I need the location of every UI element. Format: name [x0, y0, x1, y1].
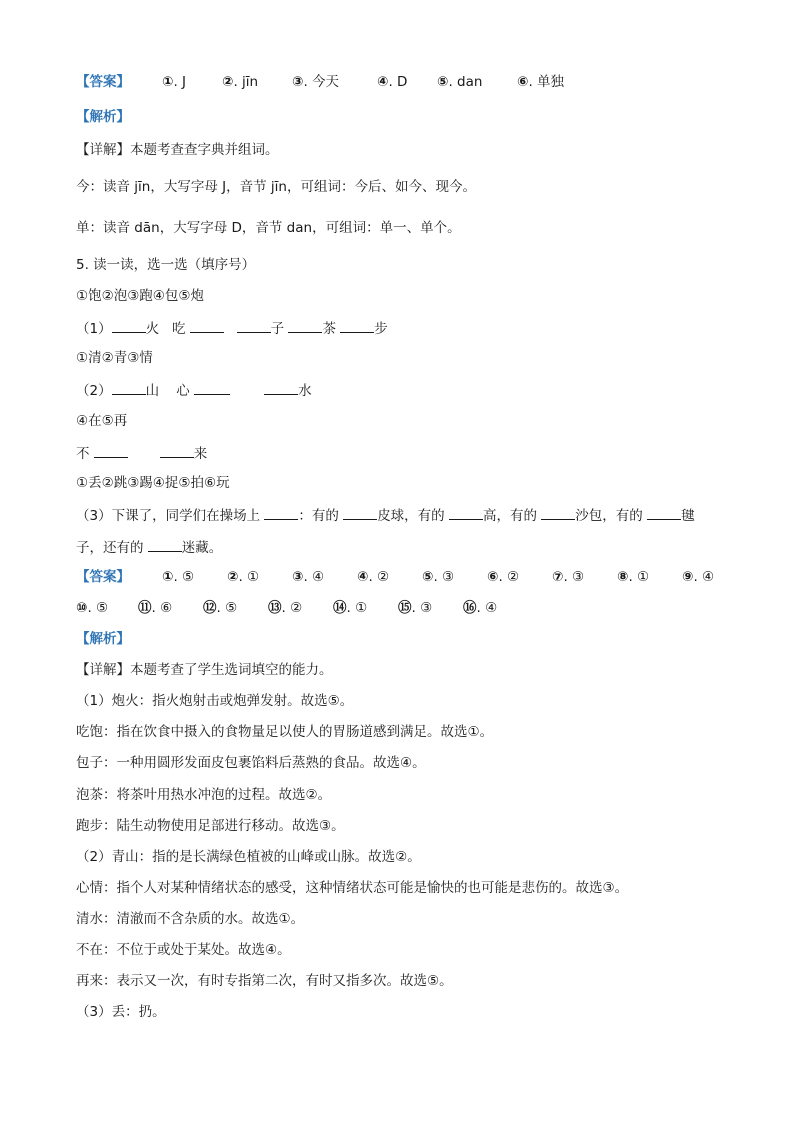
answer-item: ③ . 今天 — [292, 74, 340, 90]
q4-answer-row — [76, 73, 564, 91]
answer-item: ① . ⑤ — [162, 569, 195, 585]
fill-blank[interactable] — [541, 505, 575, 520]
fill-blank[interactable] — [194, 380, 230, 395]
answer-item: ⑮ . ③ — [398, 600, 433, 616]
answer-item: ⑫ . ⑤ — [203, 600, 238, 616]
q5-title: 5. 读一读，选一选（填序号） — [76, 257, 256, 273]
fill-blank[interactable] — [340, 318, 374, 333]
fill-blank[interactable] — [94, 443, 128, 458]
q5-part1-line: （1） 火 吃 子 茶 步 — [76, 318, 388, 338]
answer-item: ⑬ . ② — [268, 600, 303, 616]
fill-blank[interactable] — [160, 443, 194, 458]
q5-explanation-line: （2）青山：指的是长满绿色植被的山峰或山脉。故选②。 — [76, 849, 421, 865]
answer-item: ① . J — [162, 74, 187, 90]
q5-part2-line: （2） 山 心 水 — [76, 380, 312, 400]
fill-blank[interactable] — [288, 318, 322, 333]
fill-blank[interactable] — [343, 505, 377, 520]
q5-part2b-line: 不 来 — [76, 443, 207, 463]
fill-blank[interactable] — [148, 537, 182, 552]
q4-explanation-line: 今：读音 jīn，大写字母 J，音节 jīn，可组词：今后、如今、现今。 — [76, 179, 476, 195]
fill-blank[interactable] — [112, 318, 146, 333]
analysis-label: 【解析】 — [76, 631, 130, 647]
q5-explanation-line: 跑步：陆生动物使用足部进行移动。故选③。 — [76, 818, 345, 834]
answer-item: ⑥ . 单独 — [517, 74, 565, 90]
q5-answer-row-2 — [76, 599, 497, 617]
answer-item: ④ . ② — [357, 569, 390, 585]
q4-detail: 【详解】本题考查查字典并组词。 — [76, 142, 279, 158]
q5-explanation-line: 泡茶：将茶叶用热水冲泡的过程。故选②。 — [76, 787, 332, 803]
answer-item: ⑤ . ③ — [422, 569, 455, 585]
q5-explanation-line: （1）炮火：指火炮射击或炮弹发射。故选⑤。 — [76, 693, 354, 709]
q5-detail: 【详解】本题考查了学生选词填空的能力。 — [76, 662, 333, 678]
answer-item: ⑯ . ④ — [463, 600, 498, 616]
q5-options-2: ①清②青③情 — [76, 350, 153, 366]
answer-item: ② . ① — [227, 569, 260, 585]
answer-item: ⑭ . ① — [333, 600, 368, 616]
answer-label: 【答案】 — [76, 74, 130, 90]
q5-options-1: ①饱②泡③跑④包⑤炮 — [76, 288, 205, 304]
answer-item: ⑦ . ③ — [552, 569, 585, 585]
answer-item: ② . jīn — [222, 74, 259, 90]
answer-item: ⑥ . ② — [487, 569, 520, 585]
fill-blank[interactable] — [237, 318, 271, 333]
q5-explanation-line: 清水：清澈而不含杂质的水。故选①。 — [76, 911, 305, 927]
fill-blank[interactable] — [112, 380, 146, 395]
fill-blank[interactable] — [190, 318, 224, 333]
q5-explanation-line: 吃饱：指在饮食中摄入的食物量足以使人的胃肠道感到满足。故选①。 — [76, 724, 494, 740]
q5-explanation-line: 包子：一种用圆形发面皮包裹馅料后蒸熟的食品。故选④。 — [76, 755, 426, 771]
fill-blank[interactable] — [264, 380, 298, 395]
fill-blank[interactable] — [449, 505, 483, 520]
fill-blank[interactable] — [264, 505, 298, 520]
q5-options-4: ①丢②跳③踢④捉⑤拍⑥玩 — [76, 475, 230, 491]
q5-answer-row-1 — [76, 568, 714, 586]
q5-explanation-line: （3）丢：扔。 — [76, 1004, 166, 1020]
q5-part3-line: （3）下课了，同学们在操场上 ：有的 皮球，有的 高，有的 沙包，有的 毽 — [76, 505, 695, 525]
q5-part3-line-cont: 子，还有的 迷藏。 — [76, 537, 222, 557]
answer-label: 【答案】 — [76, 569, 130, 585]
analysis-label: 【解析】 — [76, 109, 130, 125]
answer-item: ⑩ . ⑤ — [76, 600, 109, 616]
q4-explanation-line: 单：读音 dān，大写字母 D，音节 dan，可组词：单一、单个。 — [76, 220, 461, 236]
q5-explanation-line: 不在：不位于或处于某处。故选④。 — [76, 942, 291, 958]
answer-item: ⑧ . ① — [617, 569, 650, 585]
q5-explanation-line: 再来：表示又一次，有时专指第二次，有时又指多次。故选⑤。 — [76, 973, 453, 989]
answer-item: ④ . D — [377, 74, 408, 90]
q5-explanation-line: 心情：指个人对某种情绪状态的感受，这种情绪状态可能是愉快的也可能是悲伤的。故选③。 — [76, 880, 629, 896]
answer-item: ③ . ④ — [292, 569, 325, 585]
fill-blank[interactable] — [647, 505, 681, 520]
answer-item: ⑤ . dan — [437, 74, 483, 90]
q5-options-3: ④在⑤再 — [76, 413, 128, 429]
answer-item: ⑨ . ④ — [682, 569, 715, 585]
answer-item: ⑪ . ⑥ — [138, 600, 173, 616]
